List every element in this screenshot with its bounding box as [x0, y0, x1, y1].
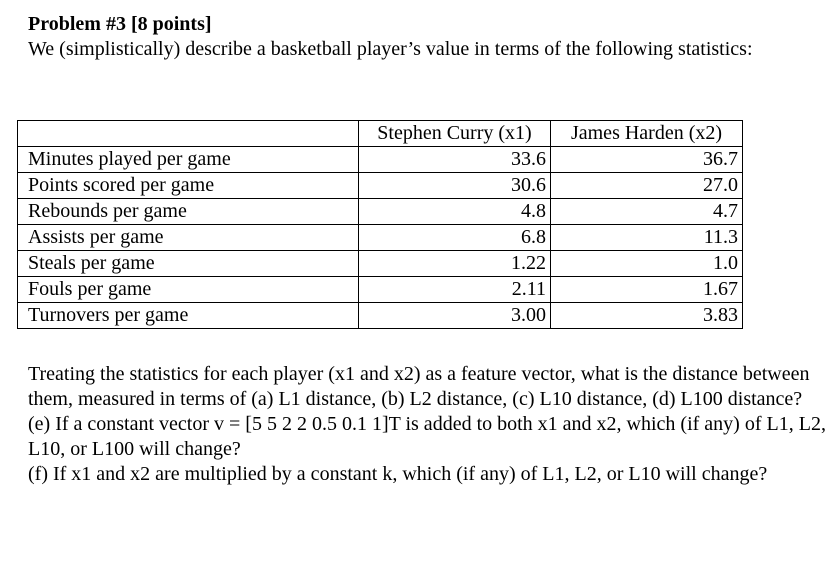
curry-value: 2.11 — [359, 277, 551, 303]
row-label: Points scored per game — [18, 173, 359, 199]
question-e: (e) If a constant vector v = [5 5 2 2 0.5 0.1 1]T is added to both x1 and x2, which (if any) of L1, L2, L10, or L100 will change? — [28, 413, 826, 460]
header-empty — [18, 121, 359, 147]
harden-value: 1.0 — [551, 251, 743, 277]
curry-value: 1.22 — [359, 251, 551, 277]
row-label: Minutes played per game — [18, 147, 359, 173]
row-label: Steals per game — [18, 251, 359, 277]
table-row — [18, 225, 743, 251]
problem-intro: We (simplistically) describe a basketball player’s value in terms of the following statistics: — [28, 38, 753, 60]
question-main: Treating the statistics for each player (x1 and x2) as a feature vector, what is the distance between them, measured in terms of (a) L1 distance, (b) L2 distance, (c) L10 distance, (d) L100 distance? — [28, 363, 810, 410]
table-row — [18, 303, 743, 329]
row-label: Rebounds per game — [18, 199, 359, 225]
row-label: Assists per game — [18, 225, 359, 251]
table-row — [18, 251, 743, 277]
table-row — [18, 173, 743, 199]
question-f: (f) If x1 and x2 are multiplied by a constant k, which (if any) of L1, L2, or L10 will change? — [28, 463, 768, 485]
table-header-row — [18, 121, 743, 147]
curry-value: 4.8 — [359, 199, 551, 225]
curry-value: 3.00 — [359, 303, 551, 329]
harden-value: 11.3 — [551, 225, 743, 251]
row-label: Fouls per game — [18, 277, 359, 303]
header-harden: James Harden (x2) — [551, 121, 743, 147]
curry-value: 6.8 — [359, 225, 551, 251]
problem-document — [28, 12, 828, 485]
question-block — [28, 362, 833, 487]
harden-value: 4.7 — [551, 199, 743, 225]
harden-value: 27.0 — [551, 173, 743, 199]
problem-title: Problem #3 [8 points] — [28, 13, 212, 35]
table-row — [18, 199, 743, 225]
harden-value: 3.83 — [551, 303, 743, 329]
curry-value: 33.6 — [359, 147, 551, 173]
row-label: Turnovers per game — [18, 303, 359, 329]
header-curry: Stephen Curry (x1) — [359, 121, 551, 147]
curry-value: 30.6 — [359, 173, 551, 199]
table-row — [18, 277, 743, 303]
stats-table — [17, 120, 743, 329]
table-row — [18, 147, 743, 173]
harden-value: 1.67 — [551, 277, 743, 303]
harden-value: 36.7 — [551, 147, 743, 173]
